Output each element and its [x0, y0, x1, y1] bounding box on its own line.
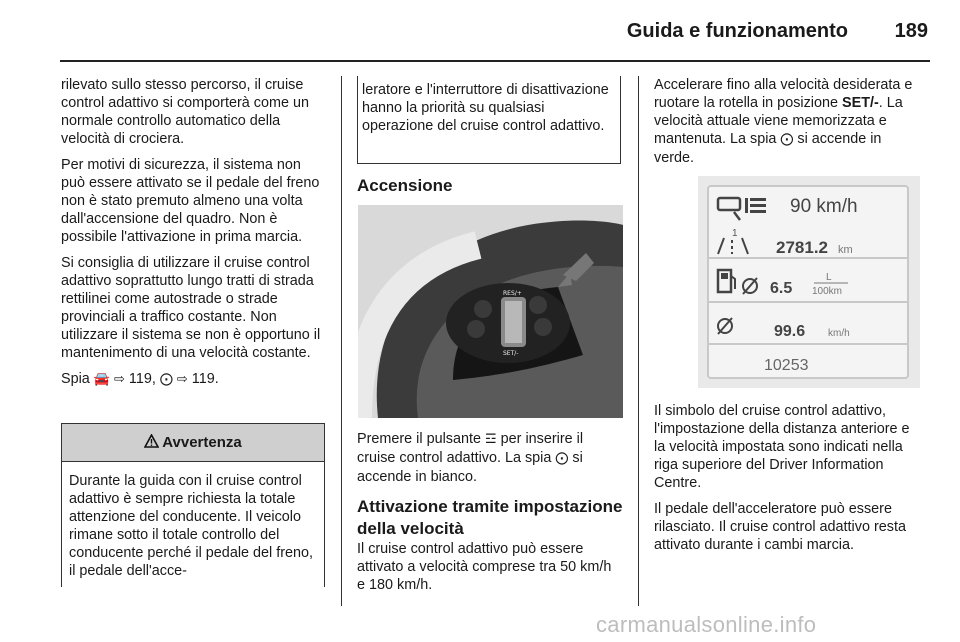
- column-3: [654, 76, 924, 175]
- paragraph: Il simbolo del cruise control adattivo, l'impostazione della distanza anteriore e la velocità impostata sono indicati nella riga superiore del Driver Information Centre.: [654, 403, 910, 491]
- text-run: si accende in verde.: [654, 131, 882, 166]
- fuel-unit-top: L: [826, 272, 832, 283]
- steering-wheel-illustration: [358, 205, 623, 418]
- warning-triangle-icon: [144, 434, 159, 452]
- warning-title: Avvertenza: [162, 434, 242, 451]
- section-heading: Attivazione tramite impostazione della velocità: [357, 497, 623, 538]
- watermark: carmanualsonline.info: [596, 612, 817, 637]
- header-rule: [60, 60, 930, 62]
- set-label: SET/-: [503, 350, 519, 357]
- warning-light-refs: [61, 370, 325, 389]
- page-ref[interactable]: 119.: [191, 371, 219, 387]
- paragraph: [357, 430, 623, 486]
- column-1: [61, 76, 325, 397]
- cruise-gauge-icon: ⨀: [159, 372, 173, 387]
- avg-speed-unit: km/h: [828, 328, 850, 339]
- trip-unit: km: [838, 244, 853, 256]
- text-run: per inserire il cruise control adattivo. La spia: [357, 431, 584, 466]
- driver-info-display: [698, 176, 920, 388]
- paragraph: Il cruise control adattivo può essere attivato a velocità comprese tra 50 km/h e 180 km/h.: [357, 541, 612, 593]
- text-run: si accende in bianco.: [357, 450, 583, 485]
- acc-button-icon: ☲: [484, 432, 497, 447]
- trip-value: 2781.2: [776, 238, 828, 257]
- res-label: RES/+: [503, 290, 522, 297]
- text-run: Premere il pulsante: [357, 431, 481, 447]
- column-divider-1: [341, 76, 342, 606]
- section-heading: Accensione: [357, 176, 453, 195]
- warning-box: [61, 423, 325, 587]
- arrow-ref-icon: ⇨: [176, 372, 188, 387]
- avg-speed-value: 99.6: [774, 323, 806, 340]
- arrow-ref-icon: ⇨: [114, 372, 125, 387]
- odometer: 10253: [764, 357, 809, 374]
- fuel-unit-bottom: 100km: [812, 286, 843, 297]
- column-divider-2: [638, 76, 639, 606]
- text-run: . La velocità attuale viene memorizzata e mantenuta. La spia: [654, 95, 903, 147]
- trip-index: 1: [732, 228, 738, 239]
- column-3-lower: [654, 402, 924, 562]
- warning-box-continued: leratore e l'interruttore di disattivazione hanno la priorità su qualsiasi operazione del cruise control adattivo.: [357, 76, 621, 164]
- cruise-gauge-icon: ⨀: [780, 132, 794, 147]
- text-run: Accelerare fino alla velocità desiderata e ruotare la rotella in posizione: [654, 77, 913, 111]
- paragraph: rilevato sullo stesso percorso, il cruise control adattivo si comporterà come un normale controllo automatico della velocità di crociera.: [61, 77, 309, 147]
- column-2-lower: [357, 430, 623, 602]
- set-speed: 90 km/h: [790, 196, 858, 217]
- column-2: [357, 175, 623, 197]
- page-ref[interactable]: 119,: [128, 371, 156, 387]
- paragraph: Il pedale dell'acceleratore può essere rilasciato. Il cruise control adattivo resta attivato durante i cambi marcia.: [654, 501, 906, 553]
- paragraph: Si consiglia di utilizzare il cruise control adattivo soprattutto lungo tratti di strada rettilinei come autostrade o strade provinciali a traffico costante. Non utilizzare il sistema se non è opportuno il mantenimento di una velocità costante.: [61, 255, 321, 361]
- warning-body: Durante la guida con il cruise control adattivo è sempre richiesta la totale attenzione del conducente. Il veicolo rimane sotto il totale controllo del conducente perché il pedale del freno, il pedale dell'acce-: [69, 473, 314, 579]
- spia-label: Spia: [61, 371, 90, 387]
- paragraph: Per motivi di sicurezza, il sistema non può essere attivato se il pedale del freno non è stato premuto almeno una volta dall'accensione del quadro. Non è possibile l'attivazione in prima marcia.: [61, 157, 320, 245]
- car-icon: 🚘: [93, 372, 110, 387]
- page-number: 189: [894, 20, 928, 42]
- set-label: SET/-: [842, 95, 879, 111]
- page-header-title: Guida e funzionamento: [626, 20, 848, 42]
- paragraph: [654, 76, 924, 167]
- warning-header: [62, 423, 324, 462]
- cruise-gauge-icon: ⨀: [555, 451, 569, 466]
- fuel-value: 6.5: [770, 280, 793, 297]
